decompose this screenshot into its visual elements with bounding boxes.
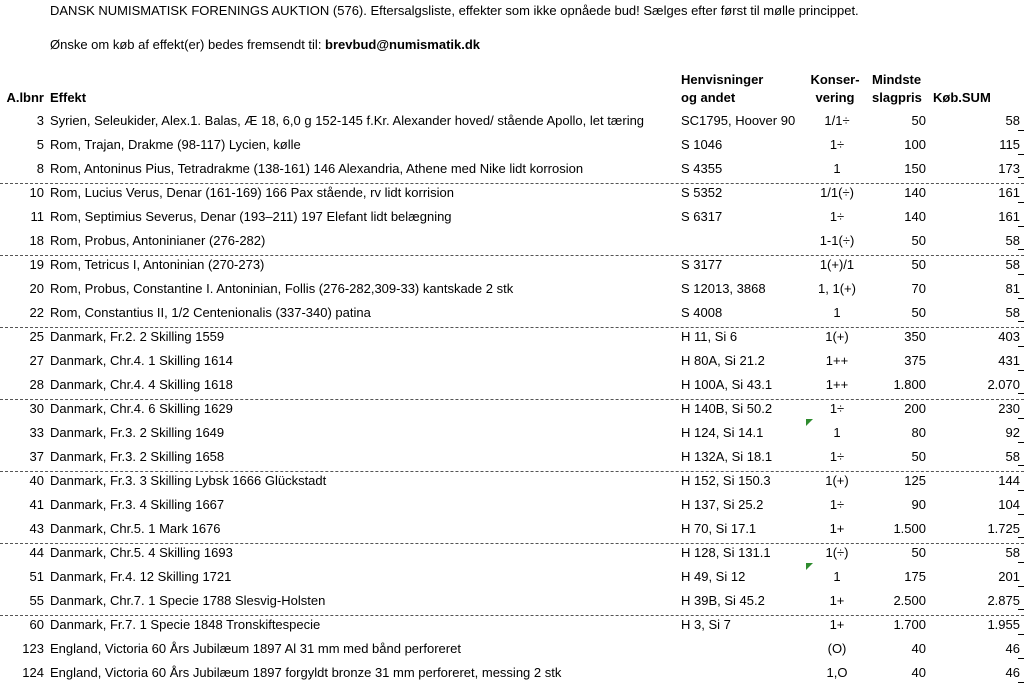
cell-ref: S 6317 (681, 209, 723, 224)
col-header-henvisninger-line1: Henvisninger (681, 72, 764, 87)
table-row (0, 208, 1024, 232)
cell-ref: S 1046 (681, 137, 723, 152)
table-row (0, 424, 1024, 448)
cell-sum: 58 (1005, 233, 1020, 248)
cell-pris: 150 (904, 161, 926, 176)
cell-ref: H 128, Si 131.1 (681, 545, 771, 560)
cell-ref: H 152, Si 150.3 (681, 473, 771, 488)
auction-table (0, 112, 1024, 688)
cell-ref: H 100A, Si 43.1 (681, 377, 773, 392)
col-header-henvisninger-line2: og andet (681, 90, 736, 105)
table-row (0, 328, 1024, 352)
cell-effekt: Danmark, Fr.3. 2 Skilling 1658 (50, 449, 225, 464)
cell-effekt: Danmark, Fr.2. 2 Skilling 1559 (50, 329, 225, 344)
table-row (0, 640, 1024, 664)
cell-kons: 1(÷) (825, 545, 849, 560)
cell-lbnr: 19 (29, 257, 44, 272)
cell-kons: 1 (833, 305, 841, 320)
cell-kons: 1÷ (829, 401, 845, 416)
cell-ref: S 3177 (681, 257, 723, 272)
cell-kons: 1 (833, 161, 841, 176)
table-row (0, 376, 1024, 400)
row-tick-mark (1018, 634, 1024, 635)
row-tick-mark (1018, 658, 1024, 659)
cell-kons: 1+ (829, 593, 845, 608)
table-row (0, 520, 1024, 544)
row-tick-mark (1018, 418, 1024, 419)
cell-kons: 1+ (829, 617, 845, 632)
cell-kons: 1 (833, 425, 841, 440)
contact-line (50, 37, 480, 52)
cell-effekt: Rom, Probus, Antoninianer (276-282) (50, 233, 266, 248)
cell-effekt: Danmark, Chr.7. 1 Specie 1788 Slesvig-Holsten (50, 593, 326, 608)
cell-ref: H 140B, Si 50.2 (681, 401, 773, 416)
comment-marker-icon (806, 419, 813, 426)
row-tick-mark (1018, 226, 1024, 227)
col-header-effekt: Effekt (50, 90, 87, 105)
cell-kons: 1+ (829, 521, 845, 536)
table-row (0, 184, 1024, 208)
cell-ref: SC1795, Hoover 90 (681, 113, 796, 128)
table-row (0, 592, 1024, 616)
row-tick-mark (1018, 609, 1024, 610)
cell-effekt: Rom, Tetricus I, Antoninian (270-273) (50, 257, 265, 272)
row-tick-mark (1018, 586, 1024, 587)
cell-kons: 1-1(÷) (819, 233, 855, 248)
cell-ref: H 3, Si 7 (681, 617, 731, 632)
cell-pris: 80 (911, 425, 926, 440)
table-row (0, 304, 1024, 328)
table-row (0, 664, 1024, 688)
cell-pris: 1.800 (893, 377, 926, 392)
table-row (0, 616, 1024, 640)
cell-lbnr: 55 (29, 593, 44, 608)
cell-sum: 403 (998, 329, 1020, 344)
cell-pris: 50 (911, 449, 926, 464)
cell-sum: 58 (1005, 257, 1020, 272)
col-header-mindste-slagpris (872, 71, 922, 107)
cell-effekt: Danmark, Chr.5. 1 Mark 1676 (50, 521, 221, 536)
row-tick-mark (1018, 370, 1024, 371)
cell-sum: 92 (1005, 425, 1020, 440)
cell-sum: 161 (998, 185, 1020, 200)
cell-effekt: Danmark, Fr.3. 2 Skilling 1649 (50, 425, 225, 440)
row-tick-mark (1018, 442, 1024, 443)
cell-effekt: Danmark, Fr.3. 3 Skilling Lybsk 1666 Glückstadt (50, 473, 327, 488)
cell-pris: 140 (904, 209, 926, 224)
cell-kons: 1, 1(+) (818, 281, 856, 296)
cell-lbnr: 8 (36, 161, 44, 176)
row-tick-mark (1018, 682, 1024, 683)
cell-lbnr: 37 (29, 449, 44, 464)
cell-effekt: Rom, Trajan, Drakme (98-117) Lycien, kølle (50, 137, 301, 152)
cell-lbnr: 40 (29, 473, 44, 488)
cell-sum: 230 (998, 401, 1020, 416)
cell-sum: 58 (1005, 113, 1020, 128)
cell-pris: 175 (904, 569, 926, 584)
cell-sum: 58 (1005, 449, 1020, 464)
cell-effekt: England, Victoria 60 Års Jubilæum 1897 Al 31 mm med bånd perforeret (50, 641, 461, 656)
cell-effekt: Danmark, Chr.4. 4 Skilling 1618 (50, 377, 233, 392)
cell-lbnr: 60 (29, 617, 44, 632)
cell-pris: 40 (911, 641, 926, 656)
cell-pris: 140 (904, 185, 926, 200)
cell-effekt: Danmark, Fr.4. 12 Skilling 1721 (50, 569, 232, 584)
table-row (0, 232, 1024, 256)
cell-sum: 104 (998, 497, 1020, 512)
cell-pris: 40 (911, 665, 926, 680)
cell-pris: 50 (911, 233, 926, 248)
cell-pris: 1.700 (893, 617, 926, 632)
comment-marker-icon (806, 563, 813, 570)
cell-effekt: Rom, Lucius Verus, Denar (161-169) 166 Pax stående, rv lidt korrision (50, 185, 454, 200)
cell-kons: 1(+) (825, 329, 849, 344)
table-row (0, 112, 1024, 136)
cell-lbnr: 3 (36, 113, 44, 128)
cell-kons: 1(+) (825, 473, 849, 488)
row-tick-mark (1018, 154, 1024, 155)
cell-sum: 81 (1005, 281, 1020, 296)
row-tick-mark (1018, 562, 1024, 563)
col-header-mindste-line1: Mindste (872, 72, 922, 87)
table-row (0, 160, 1024, 184)
cell-kons: 1/1÷ (824, 113, 850, 128)
cell-sum: 58 (1005, 545, 1020, 560)
table-row (0, 136, 1024, 160)
cell-sum: 201 (998, 569, 1020, 584)
cell-lbnr: 124 (22, 665, 44, 680)
row-tick-mark (1018, 465, 1024, 466)
cell-pris: 50 (911, 257, 926, 272)
cell-lbnr: 123 (22, 641, 44, 656)
cell-ref: S 12013, 3868 (681, 281, 766, 296)
row-tick-mark (1018, 537, 1024, 538)
cell-effekt: Rom, Antoninus Pius, Tetradrakme (138-161) 146 Alexandria, Athene med Nike lidt korrosion (50, 161, 584, 176)
cell-lbnr: 18 (29, 233, 44, 248)
table-row (0, 448, 1024, 472)
cell-sum: 173 (998, 161, 1020, 176)
col-header-sum: Køb.SUM (933, 90, 991, 105)
cell-effekt: Danmark, Chr.4. 1 Skilling 1614 (50, 353, 233, 368)
cell-lbnr: 41 (29, 497, 44, 512)
cell-effekt: Rom, Probus, Constantine I. Antoninian, Follis (276-282,309-33) kantskade 2 stk (50, 281, 514, 296)
cell-sum: 1.955 (987, 617, 1020, 632)
table-row (0, 496, 1024, 520)
cell-pris: 50 (911, 113, 926, 128)
cell-effekt: Syrien, Seleukider, Alex.1. Balas, Æ 18, 6,0 g 152-145 f.Kr. Alexander hoved/ stående Apollo, let tæring (50, 113, 645, 128)
col-header-lbnr: A.lbnr (6, 90, 44, 105)
cell-ref: H 80A, Si 21.2 (681, 353, 765, 368)
cell-pris: 70 (911, 281, 926, 296)
cell-lbnr: 30 (29, 401, 44, 416)
contact-prefix: Ønske om køb af effekt(er) bedes fremsendt til: (50, 37, 326, 52)
cell-sum: 144 (998, 473, 1020, 488)
cell-pris: 1.500 (893, 521, 926, 536)
row-tick-mark (1018, 130, 1024, 131)
table-row (0, 544, 1024, 568)
cell-pris: 125 (904, 473, 926, 488)
row-tick-mark (1018, 202, 1024, 203)
cell-lbnr: 20 (29, 281, 44, 296)
cell-effekt: Rom, Septimius Severus, Denar (193–211) 197 Elefant lidt belægning (50, 209, 452, 224)
cell-effekt: Danmark, Fr.3. 4 Skilling 1667 (50, 497, 225, 512)
row-tick-mark (1018, 393, 1024, 394)
cell-ref: S 4008 (681, 305, 723, 320)
col-header-mindste-line2: slagpris (872, 90, 922, 105)
table-row (0, 280, 1024, 304)
cell-kons: 1++ (825, 377, 849, 392)
cell-sum: 431 (998, 353, 1020, 368)
cell-kons: 1÷ (829, 497, 845, 512)
cell-ref: H 11, Si 6 (681, 329, 738, 344)
row-tick-mark (1018, 490, 1024, 491)
cell-pris: 200 (904, 401, 926, 416)
table-row (0, 472, 1024, 496)
cell-pris: 2.500 (893, 593, 926, 608)
cell-sum: 46 (1005, 641, 1020, 656)
row-tick-mark (1018, 274, 1024, 275)
cell-ref: H 124, Si 14.1 (681, 425, 764, 440)
contact-email[interactable]: brevbud@numismatik.dk (325, 37, 481, 52)
cell-lbnr: 51 (29, 569, 44, 584)
col-header-henvisninger (681, 71, 763, 107)
page-title: DANSK NUMISMATISK FORENINGS AUKTION (576). Eftersalgsliste, effekter som ikke opnåede bud! Sælges efter først til mølle princippet. (50, 3, 859, 18)
cell-kons: 1÷ (829, 137, 845, 152)
cell-sum: 161 (998, 209, 1020, 224)
row-tick-mark (1018, 298, 1024, 299)
cell-effekt: Danmark, Chr.5. 4 Skilling 1693 (50, 545, 233, 560)
cell-ref: H 49, Si 12 (681, 569, 746, 584)
cell-ref: H 70, Si 17.1 (681, 521, 757, 536)
col-header-konservering-line2: vering (815, 90, 855, 105)
cell-sum: 2.070 (987, 377, 1020, 392)
cell-ref: H 132A, Si 18.1 (681, 449, 773, 464)
cell-sum: 46 (1005, 665, 1020, 680)
cell-sum: 2.875 (987, 593, 1020, 608)
cell-ref: S 5352 (681, 185, 723, 200)
cell-lbnr: 22 (29, 305, 44, 320)
cell-kons: 1(+)/1 (819, 257, 855, 272)
cell-lbnr: 25 (29, 329, 44, 344)
row-tick-mark (1018, 249, 1024, 250)
cell-sum: 1.725 (987, 521, 1020, 536)
table-row (0, 568, 1024, 592)
row-tick-mark (1018, 321, 1024, 322)
cell-ref: S 4355 (681, 161, 723, 176)
cell-lbnr: 11 (30, 209, 44, 224)
cell-lbnr: 44 (29, 545, 44, 560)
cell-effekt: Danmark, Fr.7. 1 Specie 1848 Tronskiftespecie (50, 617, 321, 632)
row-tick-mark (1018, 177, 1024, 178)
table-row (0, 256, 1024, 280)
cell-pris: 350 (904, 329, 926, 344)
cell-effekt: Rom, Constantius II, 1/2 Centenionalis (337-340) patina (50, 305, 371, 320)
cell-lbnr: 43 (29, 521, 44, 536)
cell-lbnr: 10 (29, 185, 44, 200)
cell-pris: 90 (911, 497, 926, 512)
row-tick-mark (1018, 514, 1024, 515)
cell-kons: 1++ (825, 353, 849, 368)
cell-kons: (O) (827, 641, 847, 656)
cell-ref: H 39B, Si 45.2 (681, 593, 765, 608)
cell-lbnr: 5 (36, 137, 44, 152)
cell-pris: 375 (904, 353, 926, 368)
cell-pris: 50 (911, 305, 926, 320)
cell-lbnr: 28 (29, 377, 44, 392)
cell-pris: 50 (911, 545, 926, 560)
cell-kons: 1/1(÷) (820, 185, 854, 200)
row-tick-mark (1018, 346, 1024, 347)
cell-ref: H 137, Si 25.2 (681, 497, 764, 512)
cell-lbnr: 33 (29, 425, 44, 440)
cell-kons: 1÷ (829, 449, 845, 464)
cell-kons: 1÷ (829, 209, 845, 224)
cell-pris: 100 (904, 137, 926, 152)
cell-kons: 1 (833, 569, 841, 584)
cell-lbnr: 27 (29, 353, 44, 368)
cell-effekt: Danmark, Chr.4. 6 Skilling 1629 (50, 401, 233, 416)
cell-effekt: England, Victoria 60 Års Jubilæum 1897 forgyldt bronze 31 mm perforeret, messing 2 stk (50, 665, 562, 680)
cell-kons: 1,O (826, 665, 848, 680)
cell-sum: 115 (999, 137, 1020, 152)
table-row (0, 352, 1024, 376)
table-row (0, 400, 1024, 424)
col-header-konservering-line1: Konser- (810, 72, 860, 87)
col-header-konservering (800, 71, 870, 107)
cell-sum: 58 (1005, 305, 1020, 320)
